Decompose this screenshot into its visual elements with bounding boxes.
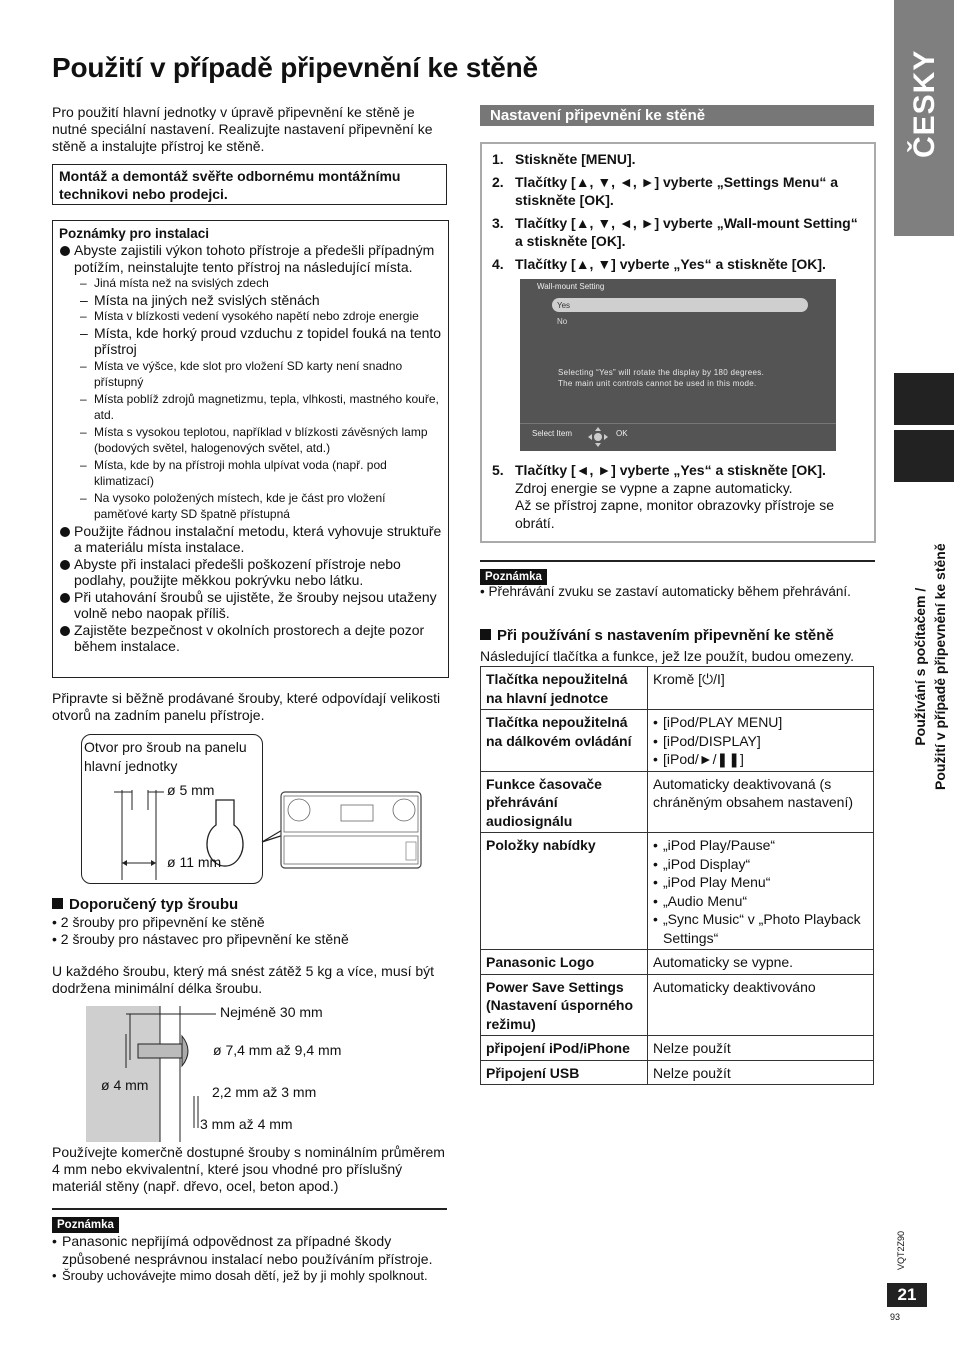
step-number: 5. xyxy=(492,462,504,478)
rec-item-1: • 2 šrouby pro připevnění ke stěně xyxy=(52,914,265,930)
dash-item: – Místa v blízkosti vedení vysokého napětí nebo zdroje energie xyxy=(59,308,442,325)
table-value-cell xyxy=(648,771,874,833)
step-text: Tlačítky [▲, ▼, ◄, ►] vyberte „Settings Menu“ a stiskněte [OK]. xyxy=(515,174,839,208)
table-header-cell: Položky nabídky xyxy=(481,833,648,950)
wall-mount-usage-sub: Následující tlačítka a funkce, jež lze použít, budou omezeny. xyxy=(480,648,855,664)
note-bullet: Zajistěte bezpečnost v okolních prostorech a dejte pozor během instalace. xyxy=(59,622,442,655)
table-header-cell: Tlačítka nepoužitelná na hlavní jednotce xyxy=(481,667,648,710)
doc-code: VQT2Z90 xyxy=(896,1230,906,1270)
note-item-1: • Panasonic nepřijímá odpovědnost za případné škody způsobené nesprávnou instalací nebo používáním přístroje. xyxy=(52,1233,433,1267)
table-value-cell xyxy=(648,1036,874,1061)
side-marker-bottom xyxy=(894,430,954,482)
table-value-text: Automaticky se vypne. xyxy=(653,954,794,970)
step-text: Tlačítky [▲, ▼, ◄, ►] vyberte „Wall-mount Setting“ a stiskněte [OK]. xyxy=(515,215,858,249)
table-row xyxy=(481,974,874,1036)
table-header-cell: připojení iPod/iPhone xyxy=(481,1036,648,1061)
note-bullet: Abyste zajistili výkon tohoto přístroje a předešli případným potížím, neinstalujte tento přístroj na následující místa. xyxy=(59,242,442,275)
wall-mount-usage-title: Při používání s nastavením připevnění ke stěně xyxy=(497,627,834,644)
osd-message xyxy=(558,367,764,389)
side-marker-top xyxy=(894,373,954,425)
rec-item-text: 2 šrouby pro připevnění ke stěně xyxy=(60,914,265,930)
step-text: Stiskněte [MENU]. xyxy=(515,151,636,167)
osd-option-no[interactable]: No xyxy=(557,317,568,326)
dash-item: – Na vysoko položených místech, kde je část pro vložení paměťové karty SD špatně přístupná xyxy=(59,490,442,523)
table-row xyxy=(481,833,874,950)
note-tag-left-wrap xyxy=(52,1215,119,1233)
rec-item-2: • 2 šrouby pro nástavec pro připevnění ke stěně xyxy=(52,931,349,947)
table-value-cell xyxy=(648,710,874,772)
step-4 xyxy=(492,256,862,274)
side-label-line2: Použití v případě připevnění ke stěně xyxy=(932,543,948,790)
screw-head-dia: ø 7,4 mm až 9,4 mm xyxy=(213,1042,342,1058)
restrictions-table xyxy=(480,666,874,1085)
page-title: Použití v případě připevnění ke stěně xyxy=(52,52,538,83)
note-tag-right-wrap xyxy=(480,567,547,585)
table-header-cell: Tlačítka nepoužitelná na dálkovém ovládání xyxy=(481,710,648,772)
step-3 xyxy=(492,215,862,250)
dash-list xyxy=(59,275,442,523)
square-bullet-icon xyxy=(480,629,491,640)
note-item-2: • Šrouby uchovávejte mimo dosah dětí, jež by ji mohly spolknout. xyxy=(52,1268,428,1283)
dash-item: – Místa s vysokou teplotou, například v blízkosti závěsných lamp (bodových světel, halogenových světel, atd.) xyxy=(59,424,442,457)
step-5 xyxy=(492,462,862,532)
step-text: Tlačítky [◄, ►] vyberte „Yes“ a stiskněte [OK]. xyxy=(515,462,826,478)
wall-mount-usage-heading xyxy=(480,627,834,646)
side-label-line1: Používání s počítačem / xyxy=(912,587,928,746)
wall-mount-section-bar: Nastavení připevnění ke stěně xyxy=(480,105,874,126)
page-number: 21 xyxy=(887,1283,927,1307)
side-section-label xyxy=(910,543,950,790)
osd-highlight xyxy=(552,298,808,312)
table-value-cell xyxy=(648,833,874,950)
table-row xyxy=(481,950,874,975)
note-bullet: Použijte řádnou instalační metodu, která vyhovuje struktuře a materiálu místa instalace. xyxy=(59,523,442,556)
installation-notes xyxy=(52,220,449,678)
use-text: Používejte komerčně dostupné šrouby s nominálním průměrem 4 mm nebo ekvivalentní, které jsou vhodné pro příslušný materiál stěny (např. dřevo, ocel, beton apod.) xyxy=(52,1144,445,1194)
note-bullet: Při utahování šroubů se ujistěte, že šrouby nejsou utaženy volně nebo naopak příliš. xyxy=(59,589,442,622)
table-list-item: • [iPod/PLAY MENU] xyxy=(653,713,868,732)
table-value-text: Automaticky deaktivovaná (s chráněným obsahem nastavení) xyxy=(653,775,853,810)
note-item-text: Panasonic nepřijímá odpovědnost za případné škody způsobené nesprávnou instalací nebo používáním přístroje. xyxy=(62,1233,433,1267)
step-number: 3. xyxy=(492,215,504,231)
screw-diagram xyxy=(86,1004,216,1144)
table-list-item: • „Sync Music“ v „Photo Playback Settings“ xyxy=(653,910,868,947)
note-bullet: Abyste při instalaci předešli poškození přístroje nebo podlahy, použijte měkkou pokrývku nebo látku. xyxy=(59,556,442,589)
note-divider xyxy=(52,1208,447,1210)
osd-message-line1: Selecting “Yes” will rotate the display by 180 degrees. xyxy=(558,368,765,377)
prepare-text: Připravte si běžně prodávané šrouby, které odpovídají velikosti otvorů na zadním panelu přístroje. xyxy=(52,690,441,723)
table-list-item: • [iPod/►/❚❚] xyxy=(653,750,868,769)
dash-item: – Místa, kde by na přístroji mohla ulpívat voda (např. pod klimatizací) xyxy=(59,457,442,490)
screw-min-length: Nejméně 30 mm xyxy=(220,1004,323,1020)
table-value-cell xyxy=(648,950,874,975)
intro-text: Pro použití hlavní jednotky v úpravě připevnění ke stěně je nutné speciální nastavení. Realizujte nastavení připevnění ke stěně a instalujte přístroj ke stěně. xyxy=(52,104,433,154)
table-list-item: • „iPod Play/Pause“ xyxy=(653,836,868,855)
notes-title: Poznámky pro instalaci xyxy=(59,226,210,241)
table-value-text: Kromě [⏻/I] xyxy=(653,671,725,687)
osd-select-label: Select Item xyxy=(532,429,573,438)
dpad-icon xyxy=(584,427,612,447)
table-list-item: • „iPod Play Menu“ xyxy=(653,873,868,892)
step-number: 4. xyxy=(492,256,504,272)
table-value-text: Automaticky deaktivováno xyxy=(653,978,816,995)
screw-shaft-dia: ø 4 mm xyxy=(101,1077,149,1093)
hole-diagram xyxy=(84,770,434,882)
table-row xyxy=(481,667,874,710)
screw-gap: 2,2 mm až 3 mm xyxy=(212,1084,317,1100)
step-detail: Zdroj energie se vypne a zapne automaticky. xyxy=(515,479,793,496)
more-bullets xyxy=(59,523,442,655)
note-tag-left: Poznámka xyxy=(52,1217,119,1233)
note-item-text: Šrouby uchovávejte mimo dosah dětí, jež by ji mohly spolknout. xyxy=(62,1268,428,1283)
dim-11mm: ø 11 mm xyxy=(167,854,222,870)
hole-label: Otvor pro šroub na panelu hlavní jednotky xyxy=(84,739,247,774)
table-value-cell xyxy=(648,667,874,710)
wall-mount-osd-screen xyxy=(520,279,836,451)
step-2 xyxy=(492,174,862,209)
dim-5mm: ø 5 mm xyxy=(167,782,215,798)
dash-item: – Místa, kde horký proud vzduchu z topidel fouká na tento přístroj xyxy=(59,325,442,358)
table-header-cell: Power Save Settings (Nastavení úsporného režimu) xyxy=(481,974,648,1036)
table-list-item: • „Audio Menu“ xyxy=(653,892,868,911)
table-row xyxy=(481,710,874,772)
step-text: Tlačítky [▲, ▼] vyberte „Yes“ a stiskněte [OK]. xyxy=(515,256,826,272)
language-tab xyxy=(894,0,954,236)
dash-item: – Jiná místa než na svislých zdech xyxy=(59,275,442,292)
table-row xyxy=(481,771,874,833)
note-item-text: Přehrávání zvuku se zastaví automaticky během přehrávání. xyxy=(488,584,851,599)
language-label: ČESKY xyxy=(908,49,941,158)
table-value-cell xyxy=(648,974,874,1036)
screw-gap2: 3 mm až 4 mm xyxy=(200,1116,293,1132)
note-tag-right: Poznámka xyxy=(480,569,547,585)
note-list-left xyxy=(52,1232,452,1285)
rec-screw-title: Doporučený typ šroubu xyxy=(69,896,239,913)
step-detail: Až se přístroj zapne, monitor obrazovky přístroje se obrátí. xyxy=(515,497,835,531)
table-list-item: • [iPod/DISPLAY] xyxy=(653,732,868,751)
note-item-right: • Přehrávání zvuku se zastaví automaticky během přehrávání. xyxy=(480,584,851,599)
load-text: U každého šroubu, který má snést zátěž 5 kg a více, musí být dodržena minimální délka šroubu. xyxy=(52,963,435,996)
rec-screw-list xyxy=(52,914,349,948)
rec-screw-heading xyxy=(52,896,238,915)
table-header-cell: Panasonic Logo xyxy=(481,950,648,975)
table-row xyxy=(481,1060,874,1085)
warning-box: Montáž a demontáž svěřte odbornému montážnímu technikovi nebo prodejci. xyxy=(52,164,447,205)
table-row xyxy=(481,1036,874,1061)
osd-footer-divider xyxy=(520,423,836,424)
osd-message-line2: The main unit controls cannot be used in this mode. xyxy=(558,379,757,388)
osd-title: Wall-mount Setting xyxy=(537,282,605,291)
table-header-cell: Připojení USB xyxy=(481,1060,648,1085)
note-divider-right xyxy=(480,560,875,562)
table-header-cell: Funkce časovače přehrávání audiosignálu xyxy=(481,771,648,833)
sub-page-number: 93 xyxy=(890,1312,901,1322)
dash-item: – Místa na jiných než svislých stěnách xyxy=(59,292,442,309)
dash-item: – Místa poblíž zdrojů magnetizmu, tepla, vlhkosti, mastného kouře, atd. xyxy=(59,391,442,424)
step-number: 1. xyxy=(492,151,504,167)
table-value-text: Nelze použít xyxy=(653,1064,731,1081)
rec-item-text: 2 šrouby pro nástavec pro připevnění ke stěně xyxy=(60,931,349,947)
dash-item: – Místa ve výšce, kde slot pro vložení SD karty není snadno přístupný xyxy=(59,358,442,391)
osd-ok-label: OK xyxy=(616,429,628,438)
table-value-text: Nelze použít xyxy=(653,1040,731,1056)
table-list-item: • „iPod Display“ xyxy=(653,855,868,874)
square-bullet-icon xyxy=(52,898,63,909)
osd-option-yes[interactable]: Yes xyxy=(557,301,571,310)
step-number: 2. xyxy=(492,174,504,190)
step-1 xyxy=(492,151,862,169)
table-value-cell xyxy=(648,1060,874,1085)
